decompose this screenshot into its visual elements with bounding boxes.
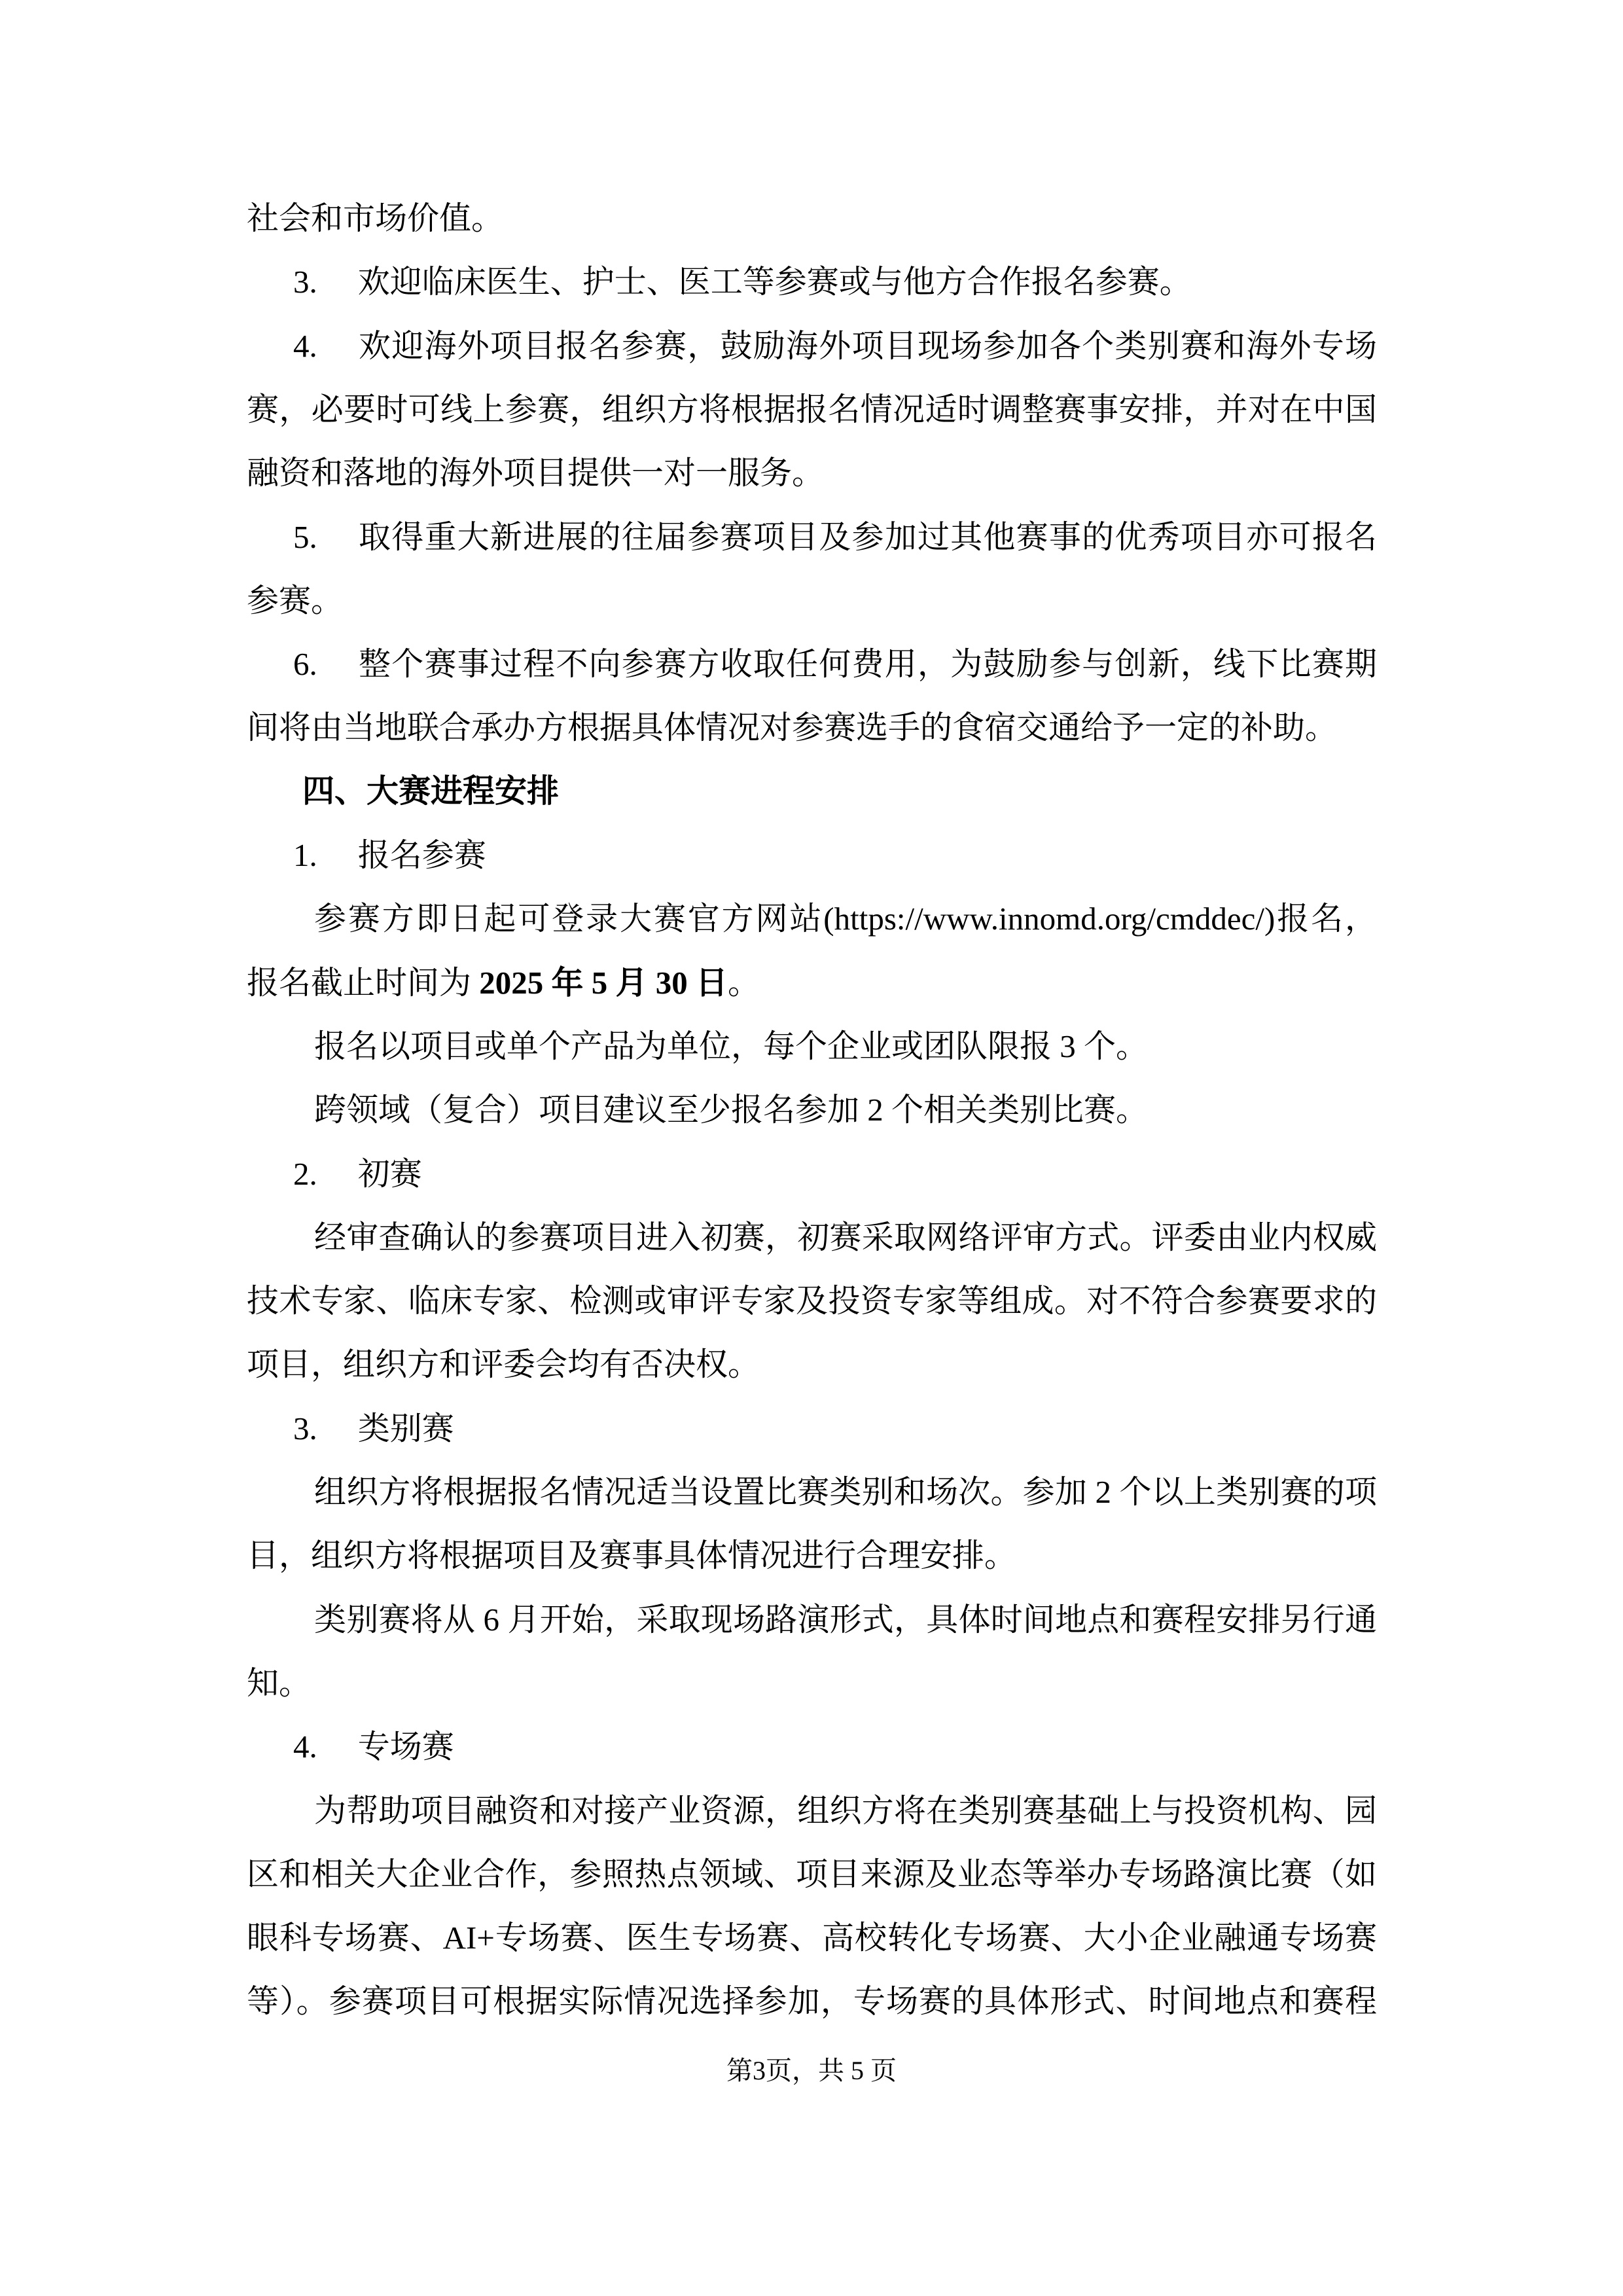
text-segment: 知。	[247, 1665, 312, 1701]
text-segment: 技术专家、临床专家、检测或审评专家及投资专家等组成。对不符合参赛要求的	[247, 1283, 1377, 1319]
text-segment: 等）。参赛项目可根据实际情况选择参加，专场赛的具体形式、时间地点和赛程	[247, 1983, 1377, 2019]
text-segment: 。	[728, 965, 760, 1001]
page-footer: 第3页，共 5 页	[726, 2056, 897, 2085]
text-segment: 类别赛将从 6 月开始，采取现场路演形式，具体时间地点和赛程安排另行通	[314, 1602, 1377, 1638]
text-line	[247, 391, 1377, 429]
text-line	[247, 900, 1377, 938]
text-line	[247, 1982, 1377, 2020]
text-line	[247, 1856, 1377, 1893]
text-segment: 目，组织方将根据项目及赛事具体情况进行合理安排。	[247, 1537, 1017, 1573]
text-line	[247, 1091, 1377, 1129]
text-line	[247, 1219, 1377, 1257]
text-segment: 整个赛事过程不向参赛方收取任何费用，为鼓励参与创新，线下比赛期	[357, 646, 1377, 682]
text-segment: )报名，	[1264, 901, 1377, 937]
text-line	[247, 1473, 1377, 1511]
numbered-item-line	[247, 645, 1377, 683]
list-number: 4.	[293, 1729, 317, 1765]
text-line	[247, 1919, 1377, 1957]
text-segment: 为帮助项目融资和对接产业资源，组织方将在类别赛基础上与投资机构、园	[314, 1793, 1377, 1829]
numbered-item-line	[247, 836, 1377, 874]
registration-deadline: 2025 年 5 月 30 日	[479, 965, 728, 1001]
text-line	[247, 1028, 1377, 1066]
text-segment: 欢迎海外项目报名参赛，鼓励海外项目现场参加各个类别赛和海外专场	[357, 328, 1377, 364]
numbered-item-line	[247, 327, 1377, 365]
text-segment: 报名以项目或单个产品为单位，每个企业或团队限报 3 个。	[314, 1028, 1149, 1064]
text-segment: 报名参赛	[357, 837, 486, 873]
text-segment: 区和相关大企业合作，参照热点领域、项目来源及业态等举办专场路演比赛（如	[247, 1856, 1377, 1892]
section-heading	[247, 773, 1377, 811]
text-segment: 眼科专场赛、AI+专场赛、医生专场赛、高校转化专场赛、大小企业融通专场赛	[247, 1920, 1377, 1956]
text-line	[247, 1792, 1377, 1830]
text-segment: 报名截止时间为	[247, 965, 480, 1001]
text-segment: 社会和市场价值。	[247, 200, 504, 236]
text-segment: 赛，必要时可线上参赛，组织方将根据报名情况适时调整赛事安排，并对在中国	[247, 391, 1377, 427]
list-number: 5.	[293, 519, 317, 555]
numbered-item-line	[247, 1155, 1377, 1193]
text-line	[247, 454, 1377, 492]
text-line	[247, 200, 1377, 238]
text-line	[247, 1282, 1377, 1320]
list-number: 4.	[293, 328, 317, 364]
text-segment: 专场赛	[357, 1729, 454, 1765]
text-segment: 项目，组织方和评委会均有否决权。	[247, 1346, 760, 1382]
text-segment: 间将由当地联合承办方根据具体情况对参赛选手的食宿交通给予一定的补助。	[247, 709, 1338, 745]
text-line	[247, 1346, 1377, 1384]
list-number: 1.	[293, 837, 317, 873]
list-number: 2.	[293, 1156, 317, 1192]
text-line	[247, 1601, 1377, 1639]
text-segment: 取得重大新进展的往届参赛项目及参加过其他赛事的优秀项目亦可报名	[357, 519, 1377, 555]
text-segment: 融资和落地的海外项目提供一对一服务。	[247, 455, 825, 491]
numbered-item-line	[247, 1410, 1377, 1448]
numbered-item-line	[247, 1728, 1377, 1766]
list-number: 6.	[293, 646, 317, 682]
text-line	[247, 964, 1377, 1002]
text-segment: 经审查确认的参赛项目进入初赛，初赛采取网络评审方式。评委由业内权威	[314, 1219, 1377, 1255]
text-segment: 四、大赛进程安排	[302, 774, 560, 809]
competition-url: https://www.innomd.org/cmddec/	[834, 901, 1264, 937]
text-segment: 参赛。	[247, 583, 344, 619]
numbered-item-line	[247, 263, 1377, 301]
list-number: 3.	[293, 264, 317, 300]
text-segment: 组织方将根据报名情况适当设置比赛类别和场次。参加 2 个以上类别赛的项	[314, 1474, 1377, 1510]
text-segment: 跨领域（复合）项目建议至少报名参加 2 个相关类别比赛。	[314, 1092, 1149, 1128]
text-segment: 类别赛	[357, 1410, 454, 1446]
text-line	[247, 709, 1377, 747]
text-line	[247, 1537, 1377, 1575]
numbered-item-line	[247, 518, 1377, 556]
text-segment: 初赛	[357, 1156, 422, 1192]
text-segment: 欢迎临床医生、护士、医工等参赛或与他方合作报名参赛。	[357, 264, 1192, 300]
text-line	[247, 1664, 1377, 1702]
text-segment: 参赛方即日起可登录大赛官方网站(	[314, 901, 834, 937]
list-number: 3.	[293, 1410, 317, 1446]
text-line	[247, 582, 1377, 620]
